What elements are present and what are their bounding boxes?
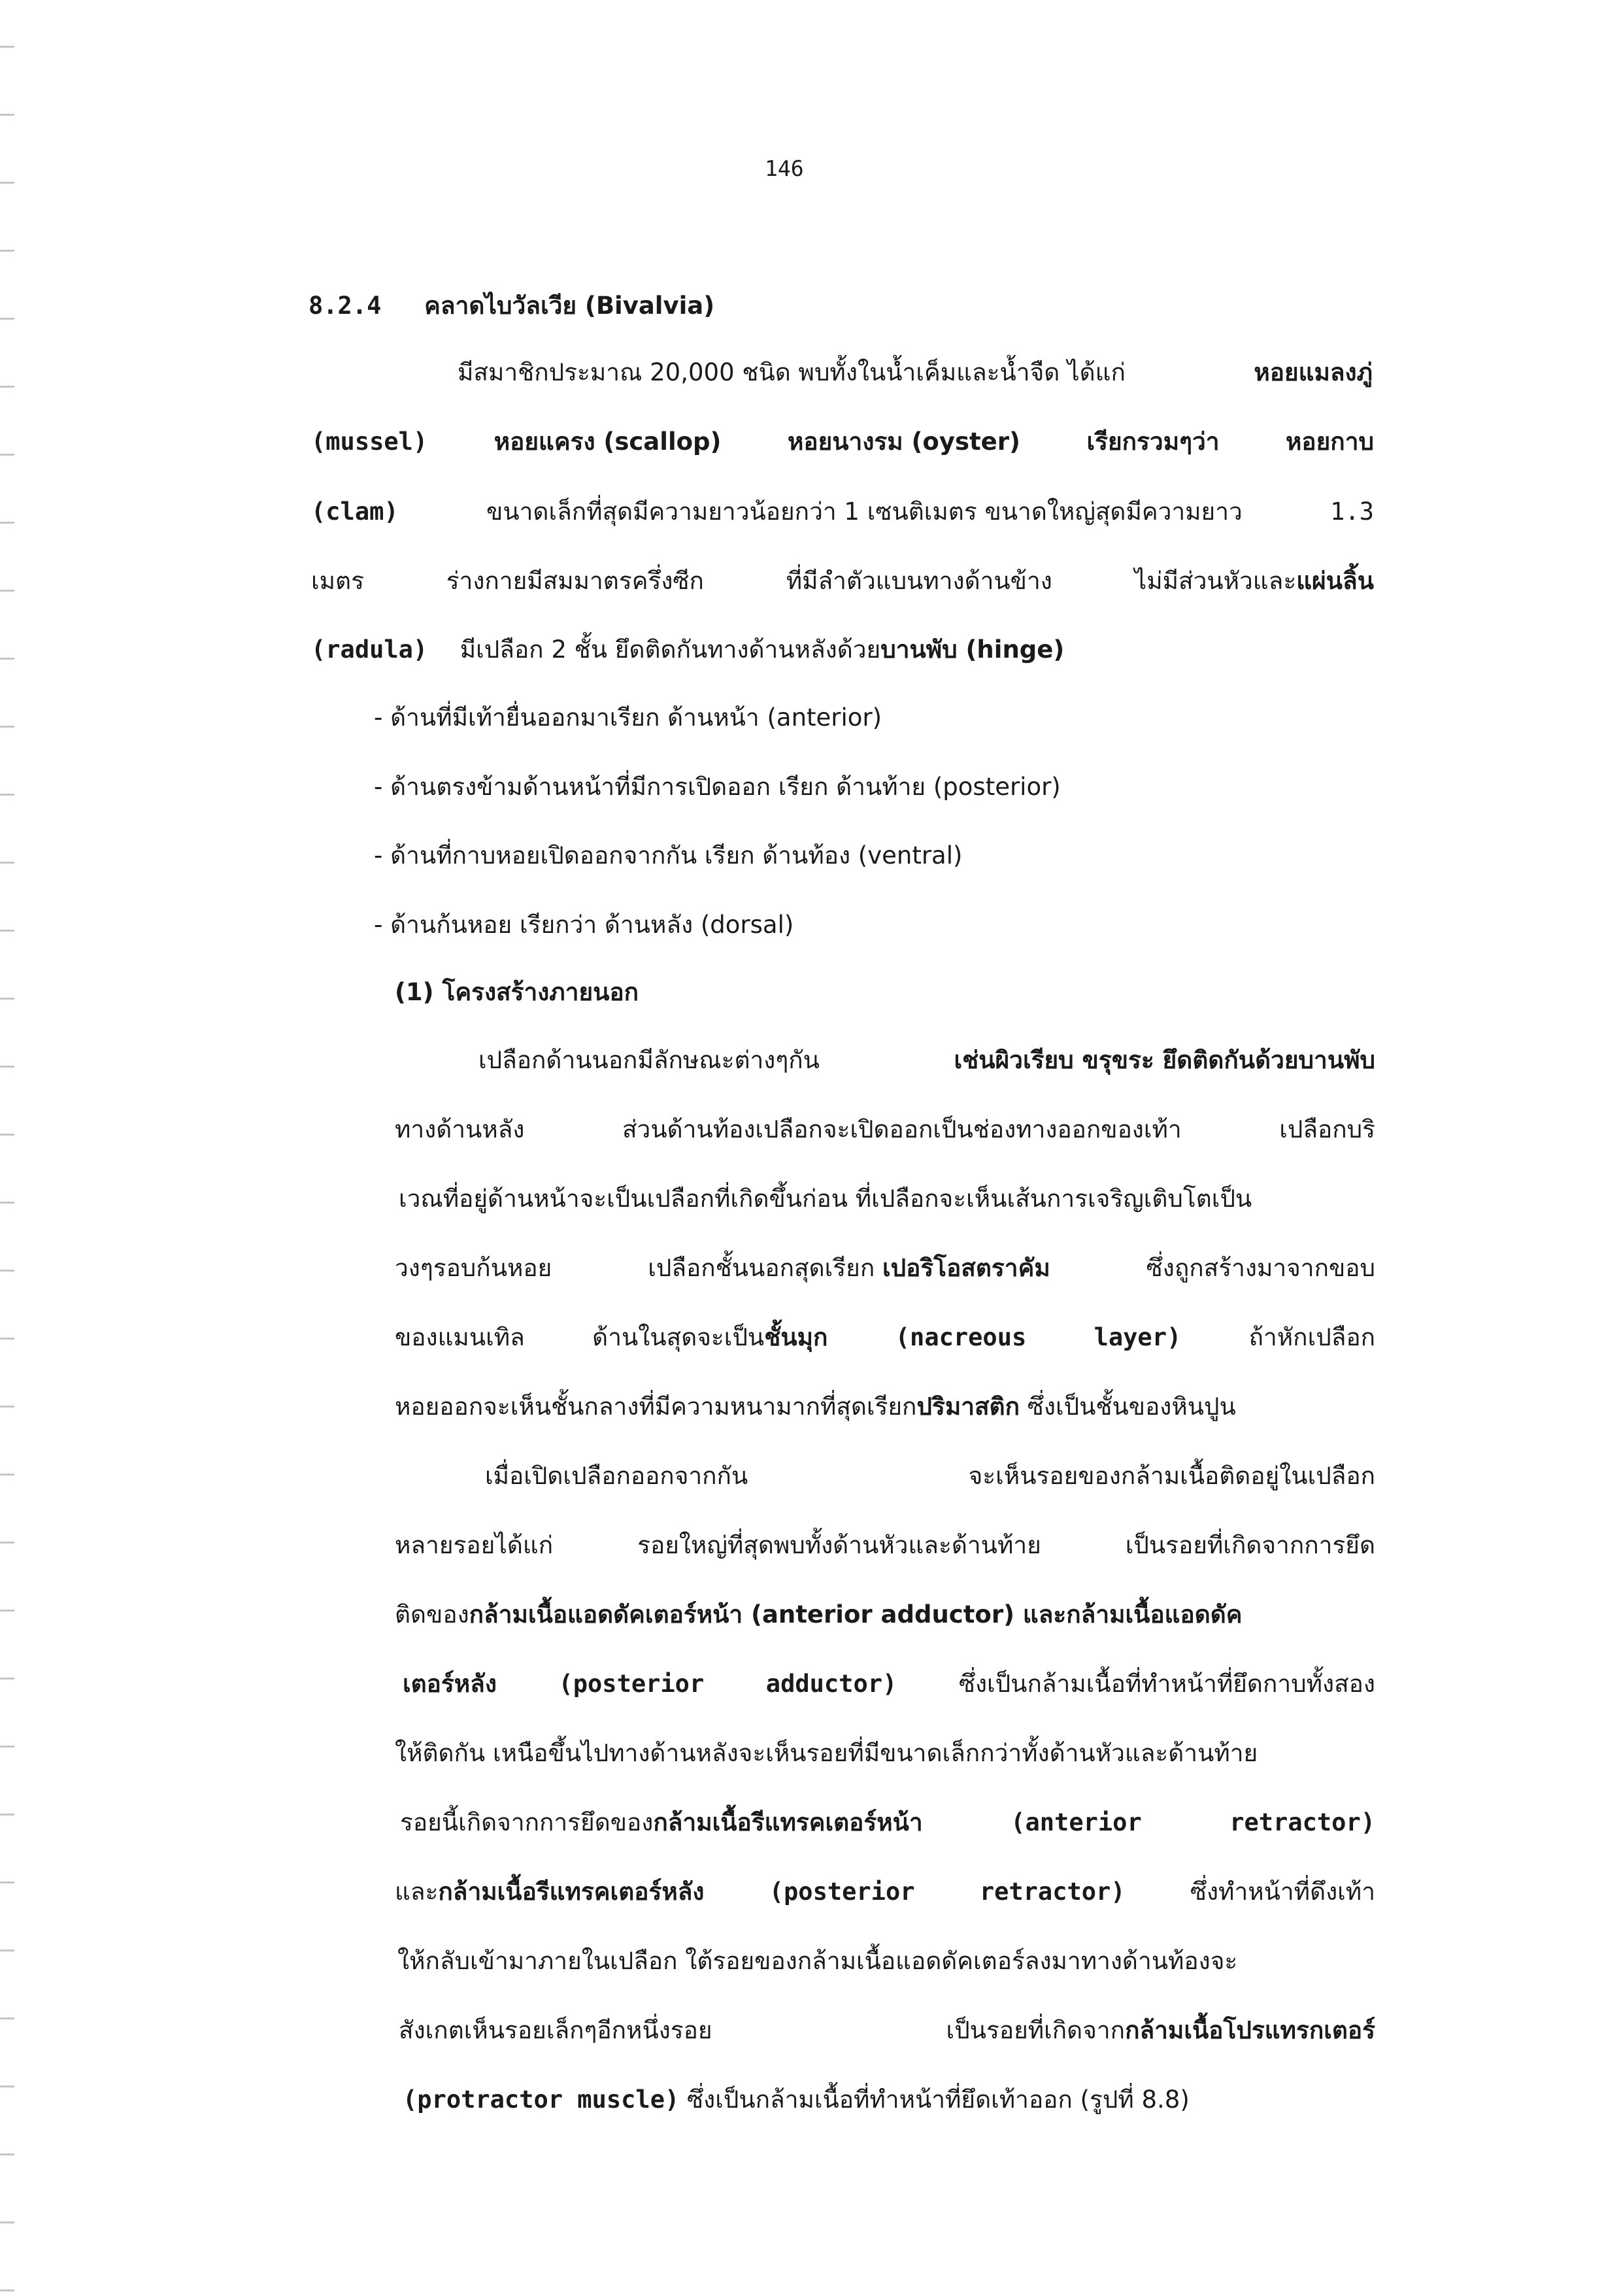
intro-term: หอยแมลงภู่ <box>1254 358 1373 386</box>
scan-edge-marks <box>0 0 14 2296</box>
para-text: ส่วนด้านท้องเปลือกจะเปิดออกเป็นช่องทางออกของเท้า <box>622 1115 1182 1143</box>
para-term: เตอร์หลัง <box>403 1670 497 1698</box>
intro-text: มีสมาชิกประมาณ 20,000 ชนิด พบทั้งในน้ำเค็มและน้ำจืด ได้แก่ <box>458 358 1126 386</box>
para-text: เปลือกบริ <box>1279 1115 1375 1143</box>
para-text: หอยออกจะเห็นชั้นกลางที่มีความหนามากที่สุดเรียก <box>395 1393 917 1421</box>
intro-text: มีเปลือก 2 ชั้น ยึดติดกันทางด้านหลังด้วย <box>460 635 881 664</box>
para-text: รอยใหญ่ที่สุดพบทั้งด้านหัวและด้านท้าย <box>637 1531 1041 1559</box>
bullet-item: - ด้านตรงข้ามด้านหน้าที่มีการเปิดออก เรียก ด้านท้าย (posterior) <box>374 773 1061 801</box>
para-term: (nacreous <box>895 1323 1027 1351</box>
para-text: ด้านในสุดจะเป็น <box>592 1323 765 1351</box>
para-text: เปลือกด้านนอกมีลักษณะต่างๆกัน <box>478 1046 820 1074</box>
para-text: หลายรอยได้แก่ <box>395 1531 554 1559</box>
para2-line-4 <box>403 1667 1375 1701</box>
section-number: 8.2.4 <box>309 292 382 320</box>
para2-line-1 <box>485 1459 1375 1493</box>
intro-term: (clam) <box>311 498 399 526</box>
para2-line-10 <box>403 2083 1190 2117</box>
intro-term: แผ่นลิ้น <box>1296 567 1374 595</box>
intro-text: ร่างกายมีสมมาตรครึ่งซีก <box>446 567 704 595</box>
para-term: ชั้นมุก <box>764 1323 828 1351</box>
para-text: เป็นรอยที่เกิดจาก <box>946 2016 1126 2044</box>
para-text: วงๆรอบก้นหอย <box>395 1254 552 1282</box>
intro-term: บานพับ (hinge) <box>880 635 1065 664</box>
para-term: กล้ามเนื้อรีแทรคเตอร์หน้า <box>653 1808 923 1836</box>
para-text: ซึ่งถูกสร้างมาจากขอบ <box>1146 1254 1375 1282</box>
intro-line-3 <box>311 495 1374 529</box>
para-term: (posterior <box>769 1878 915 1906</box>
intro-term: (mussel) <box>311 428 428 456</box>
section-heading <box>309 289 714 323</box>
bullet-item: - ด้านก้นหอย เรียกว่า ด้านหลัง (dorsal) <box>374 911 794 939</box>
para-text: ซึ่งเป็นชั้นของหินปูน <box>1027 1393 1236 1421</box>
para-text: และ <box>395 1878 439 1906</box>
intro-text: เมตร <box>311 567 364 595</box>
bullet-item: - ด้านที่กาบหอยเปิดออกจากกัน เรียก ด้านท้อง (ventral) <box>374 841 963 869</box>
intro-term: หอยแครง (scallop) <box>493 428 722 456</box>
intro-text: ไม่มีส่วนหัวและ <box>1134 567 1297 595</box>
para-term: (posterior <box>558 1670 705 1698</box>
para-term: (protractor muscle) <box>403 2085 680 2114</box>
para-text: ซึ่งเป็นกล้ามเนื้อที่ทำหน้าที่ยึดเท้าออก (รูปที่ 8.8) <box>687 2085 1190 2114</box>
intro-text: เรียกรวมๆว่า <box>1086 428 1220 456</box>
para-text: ติดของ <box>395 1600 469 1629</box>
para-text: ของแมนเทิล <box>395 1323 525 1351</box>
para2-line-2 <box>395 1528 1375 1562</box>
intro-term: (radula) <box>311 635 428 664</box>
para-text: รอยนี้เกิดจากการยึดของ <box>400 1808 654 1836</box>
para-term: กล้ามเนื้อโปรแทรกเตอร์ <box>1125 2016 1375 2044</box>
para1-line-2 <box>395 1113 1375 1147</box>
para-term: retractor) <box>1229 1808 1375 1836</box>
intro-line-2 <box>311 425 1374 459</box>
para1-line-6 <box>395 1390 1236 1424</box>
para1-line-1 <box>478 1043 1375 1077</box>
section-title: คลาดไบวัลเวีย (Bivalvia) <box>424 292 715 320</box>
para-term: adductor) <box>765 1670 897 1698</box>
para2-line-3 <box>395 1598 1243 1632</box>
para-term: เปอริโอสตราคัม <box>882 1254 1050 1282</box>
para-text: ซึ่งทำหน้าที่ดึงเท้า <box>1190 1878 1375 1906</box>
para1-line-5 <box>395 1321 1375 1355</box>
intro-term: หอยนางรม (oyster) <box>787 428 1020 456</box>
para-text: เช่นผิวเรียบ ขรุขระ ยึดติดกันด้วยบานพับ <box>954 1046 1375 1074</box>
intro-term: หอยกาบ <box>1286 428 1374 456</box>
para-term: ปริมาสติก <box>916 1393 1020 1421</box>
para-term: layer) <box>1094 1323 1182 1351</box>
bullet-item: - ด้านที่มีเท้ายื่นออกมาเรียก ด้านหน้า (anterior) <box>374 703 882 732</box>
para2-line-9 <box>399 2014 1375 2048</box>
intro-line-1 <box>458 356 1373 390</box>
para-text: เป็นรอยที่เกิดจากการยึด <box>1125 1531 1375 1559</box>
para-term: (anterior <box>1011 1808 1142 1836</box>
para2-line-6 <box>400 1806 1375 1840</box>
intro-text: ที่มีลำตัวแบนทางด้านข้าง <box>786 567 1052 595</box>
para-term: retractor) <box>979 1878 1126 1906</box>
para2-line-5: ให้ติดกัน เหนือขึ้นไปทางด้านหลังจะเห็นรอยที่มีขนาดเล็กกว่าทั้งด้านหัวและด้านท้าย <box>395 1739 1258 1767</box>
para-text: จะเห็นรอยของกล้ามเนื้อติดอยู่ในเปลือก <box>968 1462 1375 1490</box>
para2-line-8: ให้กลับเข้ามาภายในเปลือก ใต้รอยของกล้ามเนื้อแอดดัคเตอร์ลงมาทางด้านท้องจะ <box>397 1947 1238 1975</box>
para-text: ซึ่งเป็นกล้ามเนื้อที่ทำหน้าที่ยึดกาบทั้งสอง <box>958 1670 1375 1698</box>
subsection-heading: (1) โครงสร้างภายนอก <box>395 978 639 1006</box>
para-term: กล้ามเนื้อแอดดัคเตอร์หน้า (anterior adductor) และกล้ามเนื้อแอดดัค <box>469 1600 1243 1629</box>
para1-line-3: เวณที่อยู่ด้านหน้าจะเป็นเปลือกที่เกิดขึ้นก่อน ที่เปลือกจะเห็นเส้นการเจริญเติบโตเป็น <box>399 1185 1252 1213</box>
para-text: สังเกตเห็นรอยเล็กๆอีกหนึ่งรอย <box>399 2016 712 2044</box>
para1-line-4 <box>395 1251 1375 1285</box>
para-term: กล้ามเนื้อรีแทรคเตอร์หลัง <box>438 1878 705 1906</box>
intro-text: ขนาดเล็กที่สุดมีความยาวน้อยกว่า 1 เซนติเมตร ขนาดใหญ่สุดมีความยาว <box>486 498 1243 526</box>
intro-line-5 <box>311 633 1064 667</box>
intro-line-4 <box>311 564 1374 598</box>
para-text: ทางด้านหลัง <box>395 1115 525 1143</box>
para-text: เมื่อเปิดเปลือกออกจากกัน <box>485 1462 748 1490</box>
para2-line-7 <box>395 1875 1375 1909</box>
page-number: 146 <box>765 156 804 181</box>
intro-number: 1.3 <box>1330 498 1374 526</box>
para-text: เปลือกชั้นนอกสุดเรียก <box>648 1254 875 1282</box>
para-text: ถ้าหักเปลือก <box>1248 1323 1375 1351</box>
